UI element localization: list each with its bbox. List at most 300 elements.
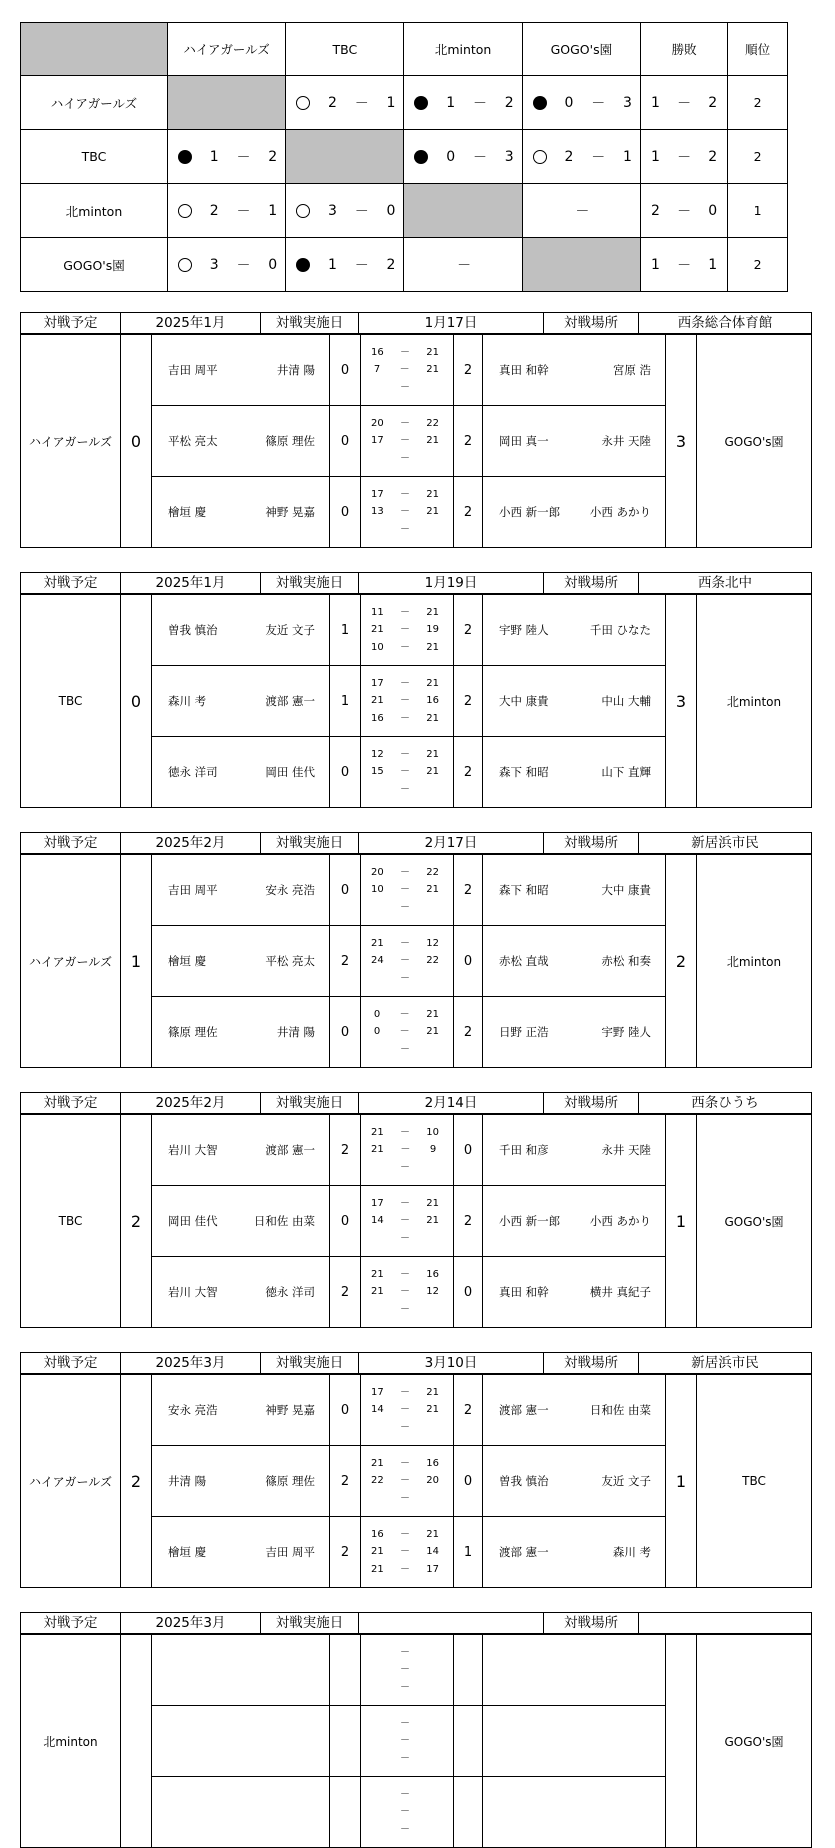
player-name: 宇野 陸人 (499, 623, 549, 637)
game-score-b: 14 (426, 1546, 439, 1558)
game-score-a: 24 (371, 955, 384, 967)
match-header (20, 1612, 812, 1634)
game-score-line (361, 1023, 453, 1041)
game-score-b: 21 (426, 677, 439, 689)
team-a-players (152, 335, 330, 406)
team-a-game-wins (330, 1706, 361, 1777)
team-a-game-wins: 0 (330, 477, 361, 548)
team-b-players (483, 997, 666, 1068)
player-name: 日和佐 由菜 (253, 1214, 315, 1228)
score-a: 2 (564, 148, 574, 165)
game-score-a: 21 (371, 1286, 384, 1298)
score-a: 2 (209, 202, 219, 219)
record-wins: 2 (650, 202, 660, 219)
game-score-b: 16 (426, 1268, 439, 1280)
team-b-players (483, 1777, 666, 1848)
schedule-label: 対戦予定 (21, 833, 121, 854)
score-a: 0 (446, 148, 456, 165)
match-body (20, 1634, 812, 1848)
player-name: 平松 亮太 (265, 954, 315, 968)
team-b-game-wins: 2 (454, 406, 483, 477)
win-circle-icon (533, 150, 547, 164)
held-date-label: 対戦実施日 (261, 313, 359, 334)
game-score-b: 10 (426, 1126, 439, 1138)
team-b-game-wins: 0 (454, 926, 483, 997)
team-a-game-wins (330, 1635, 361, 1706)
schedule-label: 対戦予定 (21, 573, 121, 594)
match-date: 3月10日 (359, 1353, 544, 1374)
game-score-b: 21 (426, 488, 439, 500)
game-score-a (371, 1644, 383, 1662)
game-score-b (427, 521, 439, 539)
player-name: 井清 陽 (276, 363, 315, 377)
game-score-a (371, 899, 383, 917)
team-b-game-wins: 2 (454, 477, 483, 548)
game-score-b: 21 (426, 748, 439, 760)
team-b-game-wins: 2 (454, 595, 483, 666)
dash: － (400, 1646, 410, 1658)
game-score-b (427, 1644, 439, 1662)
score-a: 3 (328, 202, 337, 219)
match-date: 1月19日 (359, 573, 544, 594)
team-a-players (152, 997, 330, 1068)
standings-row (21, 76, 788, 130)
game-score-b: 20 (426, 1475, 439, 1487)
team-a-players (152, 1777, 330, 1848)
game-score-a: 14 (371, 1404, 384, 1416)
game-score-b (427, 1041, 439, 1059)
game-score-line (361, 1455, 453, 1473)
held-date-label: 対戦実施日 (261, 573, 359, 594)
game-score-line (361, 1490, 453, 1508)
player-name: 山下 直輝 (601, 765, 651, 779)
team-a-game-wins: 2 (330, 1517, 361, 1588)
team-b-players (483, 1706, 666, 1777)
team-b-name: GOGO's園 (697, 1635, 812, 1848)
game-score-b: 19 (426, 624, 439, 636)
player-name: 千田 ひなた (589, 623, 651, 637)
match-header (20, 572, 812, 594)
player-name: 小西 あかり (589, 505, 651, 519)
dash: － (354, 257, 369, 274)
team-b-game-wins (454, 1777, 483, 1848)
match-venue: 西条北中 (639, 573, 812, 594)
player-name: 安永 亮浩 (168, 1403, 218, 1417)
game-score-a (371, 1786, 383, 1804)
game-score-b (427, 1750, 439, 1768)
team-a-game-wins: 1 (330, 666, 361, 737)
team-b-game-wins: 2 (454, 855, 483, 926)
team-b-players (483, 1115, 666, 1186)
player-name: 森川 考 (168, 694, 207, 708)
game-score-b: 21 (426, 1026, 439, 1038)
game-score-line (361, 1786, 453, 1804)
dash: － (400, 1144, 411, 1156)
team-b-game-wins: 2 (454, 666, 483, 737)
score-b: 3 (504, 148, 514, 165)
game-score-line (361, 1266, 453, 1284)
match-game-row (21, 1115, 812, 1186)
team-b-players (483, 1186, 666, 1257)
game-score-a (371, 1679, 383, 1697)
game-score-line (361, 1679, 453, 1697)
player-name: 岩川 大智 (168, 1143, 218, 1157)
record-wins: 1 (650, 256, 660, 273)
score-a: 3 (209, 256, 219, 273)
game-score-line (361, 1212, 453, 1230)
game-score-a: 16 (371, 346, 384, 358)
player-name: 井清 陽 (276, 1025, 315, 1039)
standings-row (21, 184, 788, 238)
team-b-game-wins: 0 (454, 1257, 483, 1328)
game-score-a: 0 (373, 1008, 381, 1020)
game-score-a: 17 (371, 488, 384, 500)
game-score-a: 16 (371, 1528, 384, 1540)
game-score-a: 16 (371, 712, 384, 724)
dash: － (400, 1788, 410, 1800)
match-body (20, 594, 812, 808)
dash: － (400, 1126, 410, 1138)
venue-label: 対戦場所 (544, 1093, 639, 1114)
team-b-players (483, 926, 666, 997)
team-b-total: 3 (666, 335, 697, 548)
game-score-line (361, 1283, 453, 1301)
team-a-game-wins: 0 (330, 1186, 361, 1257)
game-score-a: 17 (371, 435, 384, 447)
game-score-line (361, 1661, 453, 1679)
game-score-a: 10 (371, 884, 384, 896)
player-name: 真田 和幹 (499, 363, 549, 377)
dash: － (400, 1303, 410, 1315)
team-a-game-wins: 0 (330, 855, 361, 926)
player-name: 横井 真紀子 (589, 1285, 651, 1299)
game-score-b: 21 (426, 766, 439, 778)
standings-result-cell (522, 130, 640, 184)
standings-team-name: ハイアガールズ (21, 76, 168, 130)
game-scores (361, 737, 454, 808)
player-name: 中山 大輔 (601, 694, 651, 708)
game-score-line (361, 521, 453, 539)
player-name: 渡部 憲一 (265, 694, 315, 708)
game-score-line (361, 486, 453, 504)
game-score-line (361, 1472, 453, 1490)
team-a-game-wins: 0 (330, 997, 361, 1068)
match-month: 2025年1月 (121, 573, 261, 594)
player-name: 岡田 佳代 (265, 765, 315, 779)
venue-label: 対戦場所 (544, 313, 639, 334)
dash: － (400, 1563, 410, 1575)
game-score-line (361, 604, 453, 622)
team-a-total: 2 (121, 1115, 152, 1328)
score-a: 1 (209, 148, 219, 165)
match-date (359, 1613, 544, 1634)
game-score-b (427, 1661, 439, 1679)
dash: － (236, 257, 251, 274)
player-name: 吉田 周平 (168, 883, 218, 897)
game-score-a: 21 (371, 1268, 384, 1280)
dash: － (400, 1161, 410, 1173)
player-name: 檜垣 慶 (168, 954, 207, 968)
match-venue: 西条総合体育館 (639, 313, 812, 334)
venue-label: 対戦場所 (544, 1613, 639, 1634)
standings-result-cell (286, 76, 404, 130)
score-a: 2 (328, 94, 337, 111)
game-score-b: 21 (426, 1386, 439, 1398)
standings-result-cell (167, 130, 285, 184)
standings-result-cell (404, 76, 522, 130)
game-scores (361, 595, 454, 666)
game-score-line (361, 1041, 453, 1059)
record-losses: 0 (708, 202, 718, 219)
score-b: 1 (386, 94, 396, 111)
game-scores (361, 666, 454, 737)
team-a-game-wins: 0 (330, 737, 361, 808)
game-score-line (361, 763, 453, 781)
standings-header-team: TBC (286, 23, 404, 76)
team-b-players (483, 1517, 666, 1588)
team-a-players (152, 1375, 330, 1446)
match-header (20, 1352, 812, 1374)
team-b-game-wins: 2 (454, 1186, 483, 1257)
player-name: 日野 正浩 (499, 1025, 549, 1039)
game-score-a: 11 (371, 606, 384, 618)
standings-self-cell (522, 238, 640, 292)
game-scores (361, 855, 454, 926)
standings-team-name: 北minton (21, 184, 168, 238)
player-name: 渡部 憲一 (499, 1403, 549, 1417)
player-name: 永井 天陸 (601, 1143, 651, 1157)
dash: － (400, 1386, 410, 1398)
player-name: 渡部 憲一 (499, 1545, 549, 1559)
game-score-b (427, 1419, 439, 1437)
match-body (20, 1114, 812, 1328)
standings-record-cell (640, 76, 727, 130)
match-month: 2025年3月 (121, 1613, 261, 1634)
score-b: 2 (386, 256, 396, 273)
loss-circle-icon (414, 96, 428, 110)
loss-circle-icon (533, 96, 547, 110)
record-losses: 2 (708, 94, 718, 111)
team-a-game-wins: 2 (330, 1257, 361, 1328)
team-a-players (152, 666, 330, 737)
team-a-players (152, 406, 330, 477)
game-score-b: 21 (426, 1404, 439, 1416)
team-a-players (152, 595, 330, 666)
game-scores (361, 1257, 454, 1328)
team-a-game-wins: 0 (330, 1375, 361, 1446)
dash: － (400, 901, 410, 913)
team-a-game-wins: 1 (330, 595, 361, 666)
game-score-line (361, 1561, 453, 1579)
game-score-a (371, 1750, 383, 1768)
game-scores (361, 477, 454, 548)
game-score-a (371, 521, 383, 539)
player-name: 森下 和昭 (499, 883, 549, 897)
game-score-a: 21 (371, 937, 384, 949)
game-score-b (427, 1803, 439, 1821)
dash: － (677, 95, 692, 112)
match-venue: 新居浜市民 (639, 833, 812, 854)
game-score-line (361, 1750, 453, 1768)
standings-self-cell (404, 184, 522, 238)
dash: － (400, 523, 410, 535)
dash: － (677, 203, 692, 220)
game-score-b: 22 (426, 955, 439, 967)
match-card (20, 312, 811, 548)
dash: － (399, 1026, 410, 1038)
standings-row (21, 130, 788, 184)
game-score-a: 21 (371, 1144, 384, 1156)
team-a-game-wins (330, 1777, 361, 1848)
team-a-players (152, 1635, 330, 1706)
loss-circle-icon (296, 258, 310, 272)
player-name: 篠原 理佐 (168, 1025, 218, 1039)
game-scores (361, 926, 454, 997)
dash: － (400, 606, 410, 618)
player-name: 赤松 和奏 (601, 954, 651, 968)
standings-header-team: 北minton (404, 23, 522, 76)
dash: － (591, 95, 606, 112)
dash: － (400, 748, 410, 760)
game-scores (361, 1375, 454, 1446)
player-name: 岩川 大智 (168, 1285, 218, 1299)
team-a-players (152, 1257, 330, 1328)
game-score-line (361, 1644, 453, 1662)
game-score-b: 21 (426, 1528, 439, 1540)
dash: － (400, 1546, 410, 1558)
team-b-game-wins (454, 1635, 483, 1706)
game-score-a: 17 (371, 1386, 384, 1398)
game-score-line (361, 1006, 453, 1024)
team-a-game-wins: 0 (330, 335, 361, 406)
match-month: 2025年1月 (121, 313, 261, 334)
team-b-players (483, 1446, 666, 1517)
team-a-total: 2 (121, 1375, 152, 1588)
game-score-b: 21 (426, 1197, 439, 1209)
team-b-total: 3 (666, 595, 697, 808)
game-scores (361, 1517, 454, 1588)
game-score-line (361, 970, 453, 988)
game-score-a: 22 (371, 1475, 384, 1487)
dash: － (400, 1232, 410, 1244)
player-name: 小西 あかり (589, 1214, 651, 1228)
record-wins: 1 (650, 148, 660, 165)
game-score-b (427, 379, 439, 397)
dash: － (400, 435, 410, 447)
dash: － (400, 1528, 410, 1540)
standings-result-cell (522, 184, 640, 238)
player-name: 平松 亮太 (168, 434, 218, 448)
game-score-a: 21 (371, 695, 384, 707)
game-score-line (361, 639, 453, 657)
team-b-total: 2 (666, 855, 697, 1068)
player-name: 曽我 慎治 (499, 1474, 549, 1488)
win-circle-icon (178, 204, 192, 218)
dash: － (400, 1215, 410, 1227)
game-score-a: 13 (371, 506, 384, 518)
dash: － (400, 641, 410, 653)
team-a-name: ハイアガールズ (21, 335, 121, 548)
player-name: 檜垣 慶 (168, 505, 207, 519)
team-b-game-wins (454, 1706, 483, 1777)
team-b-game-wins: 2 (454, 997, 483, 1068)
player-name: 井清 陽 (168, 1474, 207, 1488)
team-b-total: 1 (666, 1115, 697, 1328)
match-game-row (21, 595, 812, 666)
game-score-line (361, 692, 453, 710)
team-a-game-wins: 0 (330, 406, 361, 477)
score-b: 3 (623, 94, 632, 111)
match-venue: 新居浜市民 (639, 1353, 812, 1374)
record-wins: 1 (650, 94, 660, 111)
player-name: 吉田 周平 (168, 363, 218, 377)
game-scores (361, 1186, 454, 1257)
team-a-total: 0 (121, 335, 152, 548)
game-score-line (361, 1526, 453, 1544)
dash: － (400, 1806, 410, 1818)
game-score-line (361, 503, 453, 521)
dash: － (400, 1197, 410, 1209)
score-b: 1 (268, 202, 278, 219)
game-scores (361, 997, 454, 1068)
game-score-b: 21 (426, 712, 439, 724)
game-score-b: 22 (426, 866, 439, 878)
dash: － (400, 452, 410, 464)
match-game-row (21, 1375, 812, 1446)
standings-table (20, 22, 788, 292)
dash: － (400, 346, 410, 358)
player-name: 大中 康貴 (499, 694, 549, 708)
team-a-players (152, 1186, 330, 1257)
game-score-line (361, 379, 453, 397)
game-score-a (371, 1230, 383, 1248)
game-score-line (361, 415, 453, 433)
match-header (20, 832, 812, 854)
score-b: 1 (623, 148, 632, 165)
player-name: 赤松 直哉 (499, 954, 549, 968)
game-score-b: 12 (426, 937, 439, 949)
game-score-a (371, 1159, 383, 1177)
game-score-a: 21 (371, 1457, 384, 1469)
game-score-b: 21 (426, 506, 439, 518)
standings-row (21, 238, 788, 292)
game-score-line (361, 864, 453, 882)
win-circle-icon (296, 96, 310, 110)
score-a: 1 (446, 94, 456, 111)
standings-rank-cell: 2 (728, 130, 788, 184)
game-score-b (427, 450, 439, 468)
player-name: 徳永 洋司 (265, 1285, 315, 1299)
game-score-a (371, 1490, 383, 1508)
team-b-name: GOGO's園 (697, 1115, 812, 1328)
player-name: 神野 晃嘉 (265, 1403, 315, 1417)
dash: － (677, 149, 692, 166)
team-a-players (152, 1115, 330, 1186)
held-date-label: 対戦実施日 (261, 1353, 359, 1374)
standings-self-cell (286, 130, 404, 184)
game-score-a (371, 379, 383, 397)
match-game-row (21, 335, 812, 406)
dash: － (400, 783, 410, 795)
dash: － (400, 866, 410, 878)
match-game-row (21, 1635, 812, 1706)
dash: － (236, 203, 251, 220)
player-name: 宮原 浩 (612, 363, 651, 377)
record-losses: 2 (708, 148, 718, 165)
game-score-a (371, 450, 383, 468)
match-header (20, 312, 812, 334)
dash: － (591, 149, 606, 166)
